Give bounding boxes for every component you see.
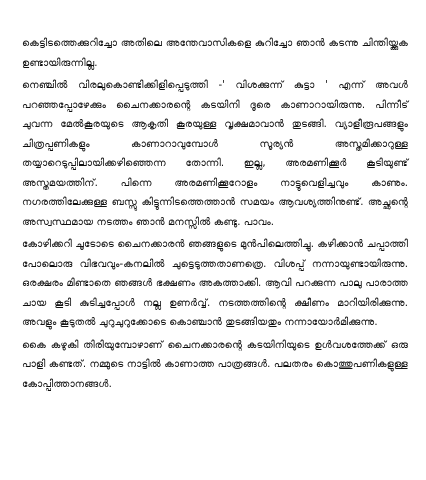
paragraph: കൈ കഴുകി തിരിയുമ്പോഴാണ് ചൈനക്കാരന്റെ കടയിനിയുടെ ഉൾവശത്തേക്ക് ഒരു പാളി കണ്ടത്. നമ്മുടെ നാട്ടിൽ കാണാത്ത പാത്രങ്ങൾ. പലതരം കൊത്തുപണികളുള്ള കോപ്പിത്താനങ്ങൾ.: [22, 339, 408, 390]
paragraph: കെട്ടിടത്തെക്കുറിച്ചോ അതിലെ അന്തേവാസികളെ കുറിച്ചോ ഞാൻ കടന്നു ചിന്തിയ്ക്കുക ഉണ്ടായിരുന്നില്ല.: [22, 38, 408, 69]
document-body: [22, 34, 408, 397]
paragraph: കോഴിക്കറി ചൂടോടെ ചൈനക്കാരൻ ഞങ്ങളുടെ മുൻപിലെത്തിച്ചു. കഴിക്കാൻ ചപ്പാത്തി പോലൊരു വിഭവവും-കനലിൽ ചുട്ടെടുത്തതാണത്രെ. വിശപ്പ് നന്നായുണ്ടായിരുന്നു. ഒരക്ഷരം മിണ്ടാതെ ഞങ്ങൾ ഭക്ഷണം അകത്താക്കി. ആവി പറക്കുന്ന പാലു പാരാത്ത ചായ കൂടി കുടിച്ചപ്പോൾ നല്ല ഉണർവ്വ്. നടത്തത്തിന്റെ ക്ഷീണം മാറിയിരിക്കുന്നു. അവളും കൂടുതൽ ചുറുചുറുക്കോടെ കൊഞ്ചാൻ തുടങ്ങിയതും നന്നായോർമിക്കുന്നു.: [22, 239, 408, 328]
paragraph: നെഞ്ചിൽ വിരലുകൊണ്ടിക്കിളിപ്പെടുത്തി -' വിശക്കുന്ന് കുട്ടാ ' എന്ന് അവൾ പറഞ്ഞപ്പോഴേക്കും ചൈനക്കാരന്റെ കടയിനി ദൂരെ കാണാറായിരുന്നു. പിന്നീട് ചുവന്ന മേൽകൂരയുടെ ആകൃതി കൂരയുള്ള വൃക്ഷമാവാൻ തുടങ്ങി. വ്യാളീരൂപങ്ങളും ചിത്രപ്പണികളും കാണാറാവുമ്പോൾ സൂര്യൻ അസ്തമിക്കാറുള്ള തയ്യാറെടുപ്പിലായിക്കഴിഞ്ഞെന്ന തോന്നി. ഇല്ല, അരമണിക്കൂർ കൂടിയുണ്ട് അസ്തമയത്തിന്. പിന്നെ അരമണിക്കൂറോളം നാട്ടുവെളിച്ചവും കാണും. നഗരത്തിലേക്കുള്ള ബസ്സു കിട്ടുന്നിടത്തെത്താൻ സമയം ആവശ്യത്തിനുണ്ട്. അച്ഛന്റെ അസ്വസ്ഥമായ നടത്തം ഞാൻ മനസ്സിൽ കണ്ടു. പാവം.: [22, 80, 408, 228]
